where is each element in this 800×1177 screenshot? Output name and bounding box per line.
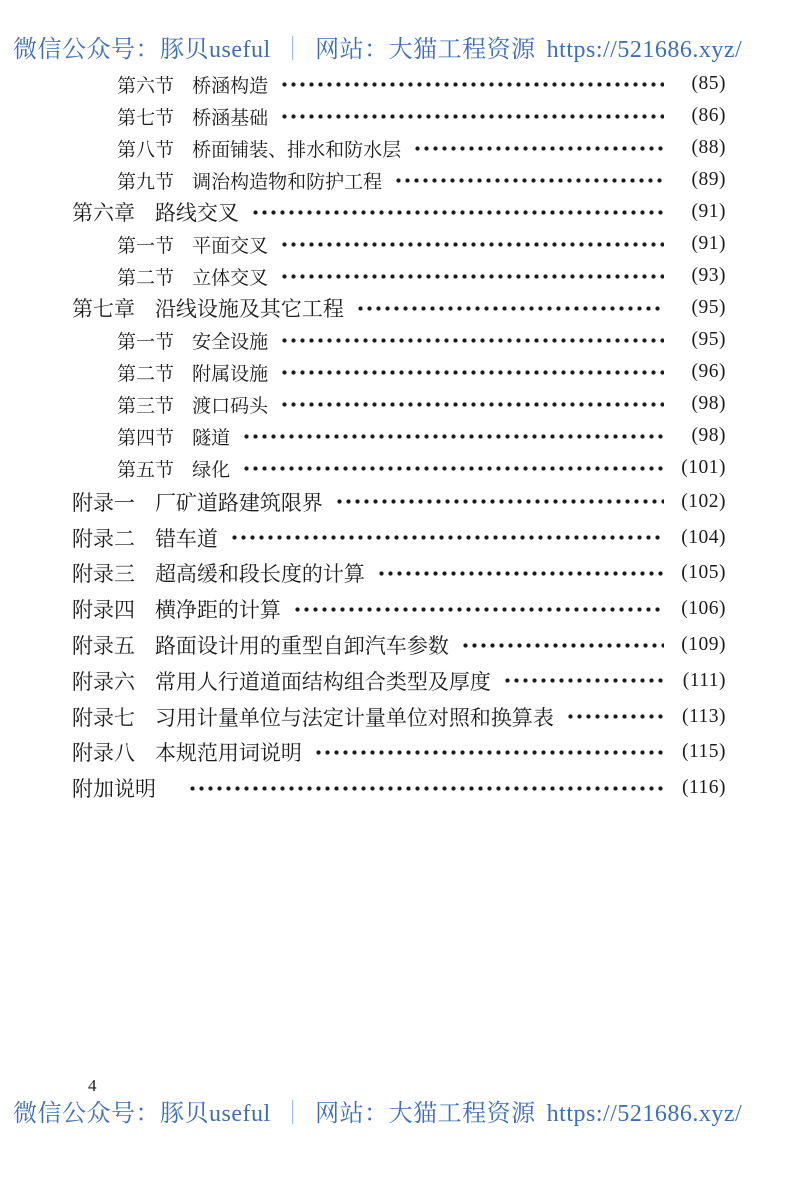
site-label: 网站： xyxy=(315,1101,389,1127)
toc-entry-label: 第九节 xyxy=(117,171,175,193)
toc-entry xyxy=(62,388,726,420)
toc-entry-label: 第五节 xyxy=(117,459,175,481)
toc-entry-page: (105) xyxy=(681,562,726,584)
site-name: 大猫工程资源 xyxy=(388,1101,536,1127)
toc-entry-page: (113) xyxy=(681,705,726,727)
toc-entry-label: 附录二 xyxy=(72,526,135,551)
toc-entry-label: 第二节 xyxy=(117,267,175,289)
dot-leader xyxy=(278,356,664,388)
dot-leader xyxy=(249,196,664,228)
toc-entry-page: (109) xyxy=(681,634,726,656)
watermark-header xyxy=(13,29,792,64)
toc-entry xyxy=(62,228,726,260)
dot-leader xyxy=(312,735,664,771)
toc-entry xyxy=(62,663,726,699)
toc-entry-page: (106) xyxy=(681,598,726,620)
site-name: 大猫工程资源 xyxy=(388,37,536,63)
wechat-account: 豚贝useful xyxy=(160,1101,271,1127)
toc-entry xyxy=(62,484,726,520)
toc-entry xyxy=(62,520,726,556)
toc-entry-title: 错车道 xyxy=(154,526,218,551)
toc-entry-title: 安全设施 xyxy=(192,331,269,353)
toc-entry-label: 第七章 xyxy=(72,297,135,321)
toc-entry xyxy=(62,324,726,356)
dot-leader xyxy=(186,770,664,806)
toc-entry-label: 附录一 xyxy=(72,490,135,515)
dot-leader xyxy=(278,68,664,100)
toc-entry-page: (86) xyxy=(691,105,726,126)
toc-entry-label: 第二节 xyxy=(117,363,175,385)
toc-entry-label: 第七节 xyxy=(117,107,175,129)
toc-entry xyxy=(62,356,726,388)
dot-leader xyxy=(240,452,664,484)
toc-entry-label: 第四节 xyxy=(117,427,175,449)
toc-entry-page: (91) xyxy=(691,233,726,254)
toc-entry xyxy=(62,68,726,100)
toc-entry xyxy=(62,556,726,592)
toc-entry-page: (98) xyxy=(691,393,726,414)
toc-entry-title: 路面设计用的重型自卸汽车参数 xyxy=(154,634,449,659)
site-url: https://521686.xyz/ xyxy=(546,1101,743,1127)
toc-entry-title: 桥面铺装、排水和防水层 xyxy=(192,139,402,161)
wechat-account: 豚贝useful xyxy=(160,37,271,63)
separator-bar: ｜ xyxy=(280,1101,306,1127)
toc-entry-title: 沿线设施及其它工程 xyxy=(154,297,344,321)
toc-entry xyxy=(62,132,726,164)
site-url: https://521686.xyz/ xyxy=(546,37,743,63)
toc-entry-title: 调治构造物和防护工程 xyxy=(192,171,383,193)
toc-entry-page: (115) xyxy=(681,741,726,763)
toc-entry-title: 平面交叉 xyxy=(192,235,269,257)
watermark-footer xyxy=(13,1093,792,1128)
toc-entry-title: 立体交叉 xyxy=(192,267,269,289)
dot-leader xyxy=(291,591,664,627)
toc-entry-page: (88) xyxy=(691,137,726,158)
toc-entry-page: (95) xyxy=(691,297,726,318)
page-number: 4 xyxy=(88,1076,97,1095)
toc-entry-label: 附加说明 xyxy=(72,777,156,802)
toc-entry-label: 第一节 xyxy=(117,331,175,353)
toc-entry-label: 第六章 xyxy=(72,201,135,225)
toc-entry-page: (98) xyxy=(691,425,726,446)
toc-entry-label: 第八节 xyxy=(117,139,175,161)
toc-entry xyxy=(62,591,726,627)
toc-entry xyxy=(62,452,726,484)
toc-entry-title: 常用人行道道面结构组合类型及厚度 xyxy=(154,669,491,694)
dot-leader xyxy=(354,292,664,324)
toc-entry-title: 桥涵基础 xyxy=(192,107,269,129)
dot-leader xyxy=(333,484,664,520)
toc-entry xyxy=(62,699,726,735)
toc-entry-label: 第一节 xyxy=(117,235,175,257)
toc-entry xyxy=(62,100,726,132)
dot-leader xyxy=(459,627,664,663)
toc-entry-title: 超高缓和段长度的计算 xyxy=(154,562,365,587)
toc-entry-label: 第三节 xyxy=(117,395,175,417)
toc-entry xyxy=(62,164,726,196)
toc-entry-page: (104) xyxy=(681,526,726,548)
toc-entry-page: (89) xyxy=(691,169,726,190)
toc-entry-page: (102) xyxy=(681,490,726,512)
toc-entry-label: 附录六 xyxy=(72,669,135,694)
toc-entry xyxy=(62,627,726,663)
toc-entry-page: (85) xyxy=(691,73,726,94)
toc-entry-title: 渡口码头 xyxy=(192,395,269,417)
dot-leader xyxy=(501,663,664,699)
wechat-label: 微信公众号： xyxy=(13,1101,160,1127)
toc-entry-title: 隧道 xyxy=(192,427,231,449)
dot-leader xyxy=(278,260,664,292)
wechat-label: 微信公众号： xyxy=(13,37,160,63)
toc-entry xyxy=(62,770,726,806)
dot-leader xyxy=(278,100,664,132)
toc-entry-page: (96) xyxy=(691,361,726,382)
toc-entry-page: (93) xyxy=(691,265,726,286)
toc-entry-page: (116) xyxy=(681,777,726,799)
toc-entry-page: (111) xyxy=(682,669,726,691)
toc-entry xyxy=(62,260,726,292)
dot-leader xyxy=(411,132,664,164)
toc-entry xyxy=(62,292,726,324)
dot-leader xyxy=(278,228,664,260)
toc-entry-title: 习用计量单位与法定计量单位对照和换算表 xyxy=(154,705,554,730)
table-of-contents xyxy=(62,68,726,806)
dot-leader xyxy=(375,556,664,592)
toc-entry-title: 路线交叉 xyxy=(154,201,239,225)
toc-entry xyxy=(62,196,726,228)
toc-entry-title: 厂矿道路建筑限界 xyxy=(154,490,323,515)
toc-entry xyxy=(62,420,726,452)
site-label: 网站： xyxy=(315,37,389,63)
dot-leader xyxy=(228,520,664,556)
toc-entry-label: 附录五 xyxy=(72,634,135,659)
separator-bar: ｜ xyxy=(280,37,306,63)
dot-leader xyxy=(278,388,664,420)
toc-entry-label: 附录七 xyxy=(72,705,135,730)
dot-leader xyxy=(278,324,664,356)
toc-entry-title: 桥涵构造 xyxy=(192,75,269,97)
toc-entry-title: 本规范用词说明 xyxy=(154,741,302,766)
toc-entry-page: (95) xyxy=(691,329,726,350)
toc-entry-title: 绿化 xyxy=(192,459,231,481)
dot-leader xyxy=(564,699,664,735)
dot-leader xyxy=(392,164,664,196)
toc-entry-label: 附录四 xyxy=(72,598,135,623)
toc-entry-page: (101) xyxy=(681,457,726,478)
toc-entry-page: (91) xyxy=(691,201,726,222)
toc-entry xyxy=(62,735,726,771)
toc-entry-title: 附属设施 xyxy=(192,363,269,385)
toc-entry-label: 附录三 xyxy=(72,562,135,587)
dot-leader xyxy=(240,420,664,452)
toc-entry-label: 附录八 xyxy=(72,741,135,766)
toc-entry-label: 第六节 xyxy=(117,75,175,97)
toc-entry-title: 横净距的计算 xyxy=(154,598,281,623)
